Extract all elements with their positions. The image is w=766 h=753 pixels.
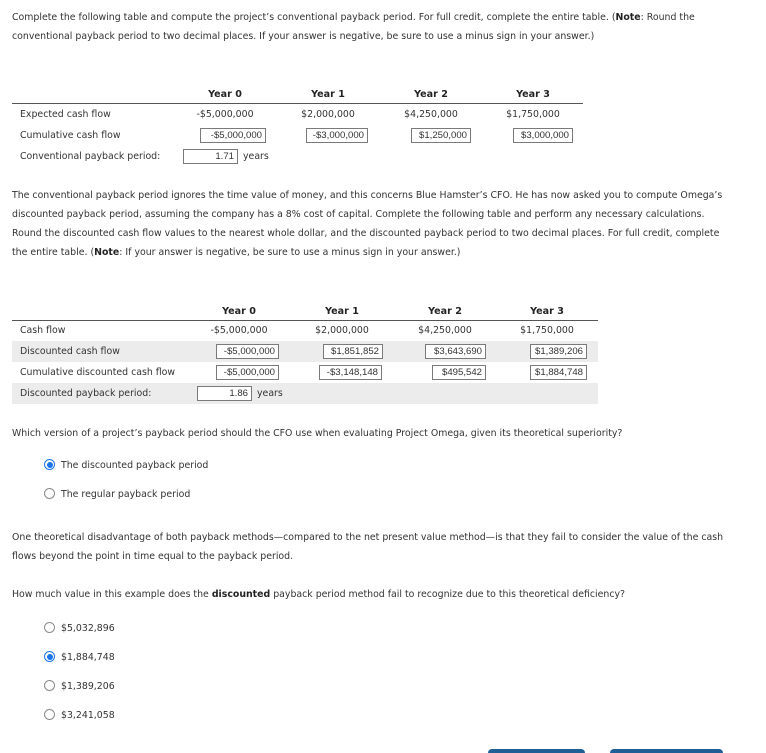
intro-line2: conventional payback period to two decimal places. If your answer is negative, be sure to use a minus sign in your answer.) [12, 31, 595, 42]
t2-header-year1: Year 1 [325, 306, 359, 317]
q2-text-b: payback period method fail to recognize due to this theoretical deficiency? [270, 589, 626, 600]
t2-cashflow-y1: $2,000,000 [315, 325, 369, 336]
p2-note: Note [94, 247, 120, 258]
q2-option-label: $1,884,748 [61, 652, 115, 663]
intro-line1a: Complete the following table and compute the project’s conventional payback period. For full credit, complete the entire table. ( [12, 12, 616, 23]
t1-cumulative-y0-input[interactable]: -$5,000,000 [200, 128, 266, 143]
t1-expected-y3: $1,750,000 [506, 109, 560, 120]
q1-option-label: The regular payback period [61, 489, 191, 500]
p3-line2: flows beyond the point in time equal to the payback period. [12, 551, 294, 562]
t2-cashflow-y2: $4,250,000 [418, 325, 472, 336]
t1-expected-y0: -$5,000,000 [196, 109, 254, 120]
q2-option-label: $1,389,206 [61, 681, 115, 692]
t2-cumulative-y3-input[interactable]: $1,884,748 [530, 365, 587, 380]
q2-radio-3[interactable] [44, 680, 55, 691]
q1-radio-discounted[interactable] [44, 459, 55, 470]
p3-line1: One theoretical disadvantage of both payback methods—compared to the net present value method—is that they fail to consider the value of the cash [12, 532, 724, 543]
t2-divider [12, 320, 598, 321]
q1-question: Which version of a project’s payback period should the CFO use when evaluating Project Omega, given its theoretical superiority? [12, 428, 623, 439]
t1-payback-unit: years [243, 151, 269, 162]
t1-row-label-expected: Expected cash flow [20, 109, 111, 120]
q2-option-label: $5,032,896 [61, 623, 115, 634]
q1-radio-regular[interactable] [44, 488, 55, 499]
t1-cumulative-y1-input[interactable]: -$3,000,000 [306, 128, 368, 143]
q2-text-a: How much value in this example does the [12, 589, 212, 600]
t2-row-label-cashflow: Cash flow [20, 325, 66, 336]
conventional-payback-input[interactable]: 1.71 [183, 149, 238, 164]
t2-payback-unit: years [257, 388, 283, 399]
t2-discounted-y1-input[interactable]: $1,851,852 [323, 344, 383, 359]
intro-paragraph [12, 8, 695, 46]
t1-cumulative-y2-input[interactable]: $1,250,000 [411, 128, 471, 143]
discounted-payback-input[interactable]: 1.86 [197, 386, 252, 401]
q2-question [12, 585, 625, 604]
t2-cumulative-y2-input[interactable]: $495,542 [432, 365, 486, 380]
t2-discounted-y0-input[interactable]: -$5,000,000 [216, 344, 279, 359]
intro-note: Note [615, 12, 641, 23]
nav-button-right[interactable] [610, 749, 723, 753]
t1-divider [12, 103, 583, 104]
t1-payback-label: Conventional payback period: [20, 151, 161, 162]
q2-radio-2[interactable] [44, 651, 55, 662]
disadvantage-paragraph [12, 528, 723, 566]
t1-cumulative-y3-input[interactable]: $3,000,000 [513, 128, 573, 143]
t2-cashflow-y0: -$5,000,000 [210, 325, 268, 336]
t2-cumulative-y0-input[interactable]: -$5,000,000 [216, 365, 279, 380]
t1-expected-y1: $2,000,000 [301, 109, 355, 120]
t1-header-year2: Year 2 [414, 89, 448, 100]
t1-expected-y2: $4,250,000 [404, 109, 458, 120]
p2-line1: The conventional payback period ignores the time value of money, and this concerns Blue Hamster’s CFO. He has now asked you to compute Omega’s [12, 190, 723, 201]
q2-radio-4[interactable] [44, 709, 55, 720]
t2-row-label-cumulative: Cumulative discounted cash flow [20, 367, 176, 378]
p2-line2: discounted payback period, assuming the company has a 8% cost of capital. Complete the following table and perform any necessary calculations. [12, 209, 705, 220]
t2-payback-label: Discounted payback period: [20, 388, 152, 399]
intro-line1b: : Round the [640, 12, 695, 23]
p2-line4b: : If your answer is negative, be sure to use a minus sign in your answer.) [119, 247, 461, 258]
q2-option-label: $3,241,058 [61, 710, 115, 721]
t1-header-year3: Year 3 [516, 89, 550, 100]
q2-radio-1[interactable] [44, 622, 55, 633]
t2-header-year2: Year 2 [428, 306, 462, 317]
t2-discounted-y3-input[interactable]: $1,389,206 [530, 344, 587, 359]
p2-line4a: the entire table. ( [12, 247, 95, 258]
t1-header-year1: Year 1 [311, 89, 345, 100]
t2-cashflow-y3: $1,750,000 [520, 325, 574, 336]
t2-cumulative-y1-input[interactable]: -$3,148,148 [319, 365, 382, 380]
t1-row-label-cumulative: Cumulative cash flow [20, 130, 121, 141]
t2-header-year3: Year 3 [530, 306, 564, 317]
t2-discounted-y2-input[interactable]: $3,643,690 [425, 344, 486, 359]
t2-row-label-discounted: Discounted cash flow [20, 346, 120, 357]
t2-header-year0: Year 0 [222, 306, 256, 317]
nav-button-left[interactable] [488, 749, 585, 753]
q2-text-bold: discounted [211, 589, 271, 600]
discounted-instructions [12, 186, 722, 262]
q1-option-label: The discounted payback period [61, 460, 209, 471]
p2-line3: Round the discounted cash flow values to the nearest whole dollar, and the discounted payback period to two decimal places. For full credit, complete [12, 228, 720, 239]
t1-header-year0: Year 0 [208, 89, 242, 100]
